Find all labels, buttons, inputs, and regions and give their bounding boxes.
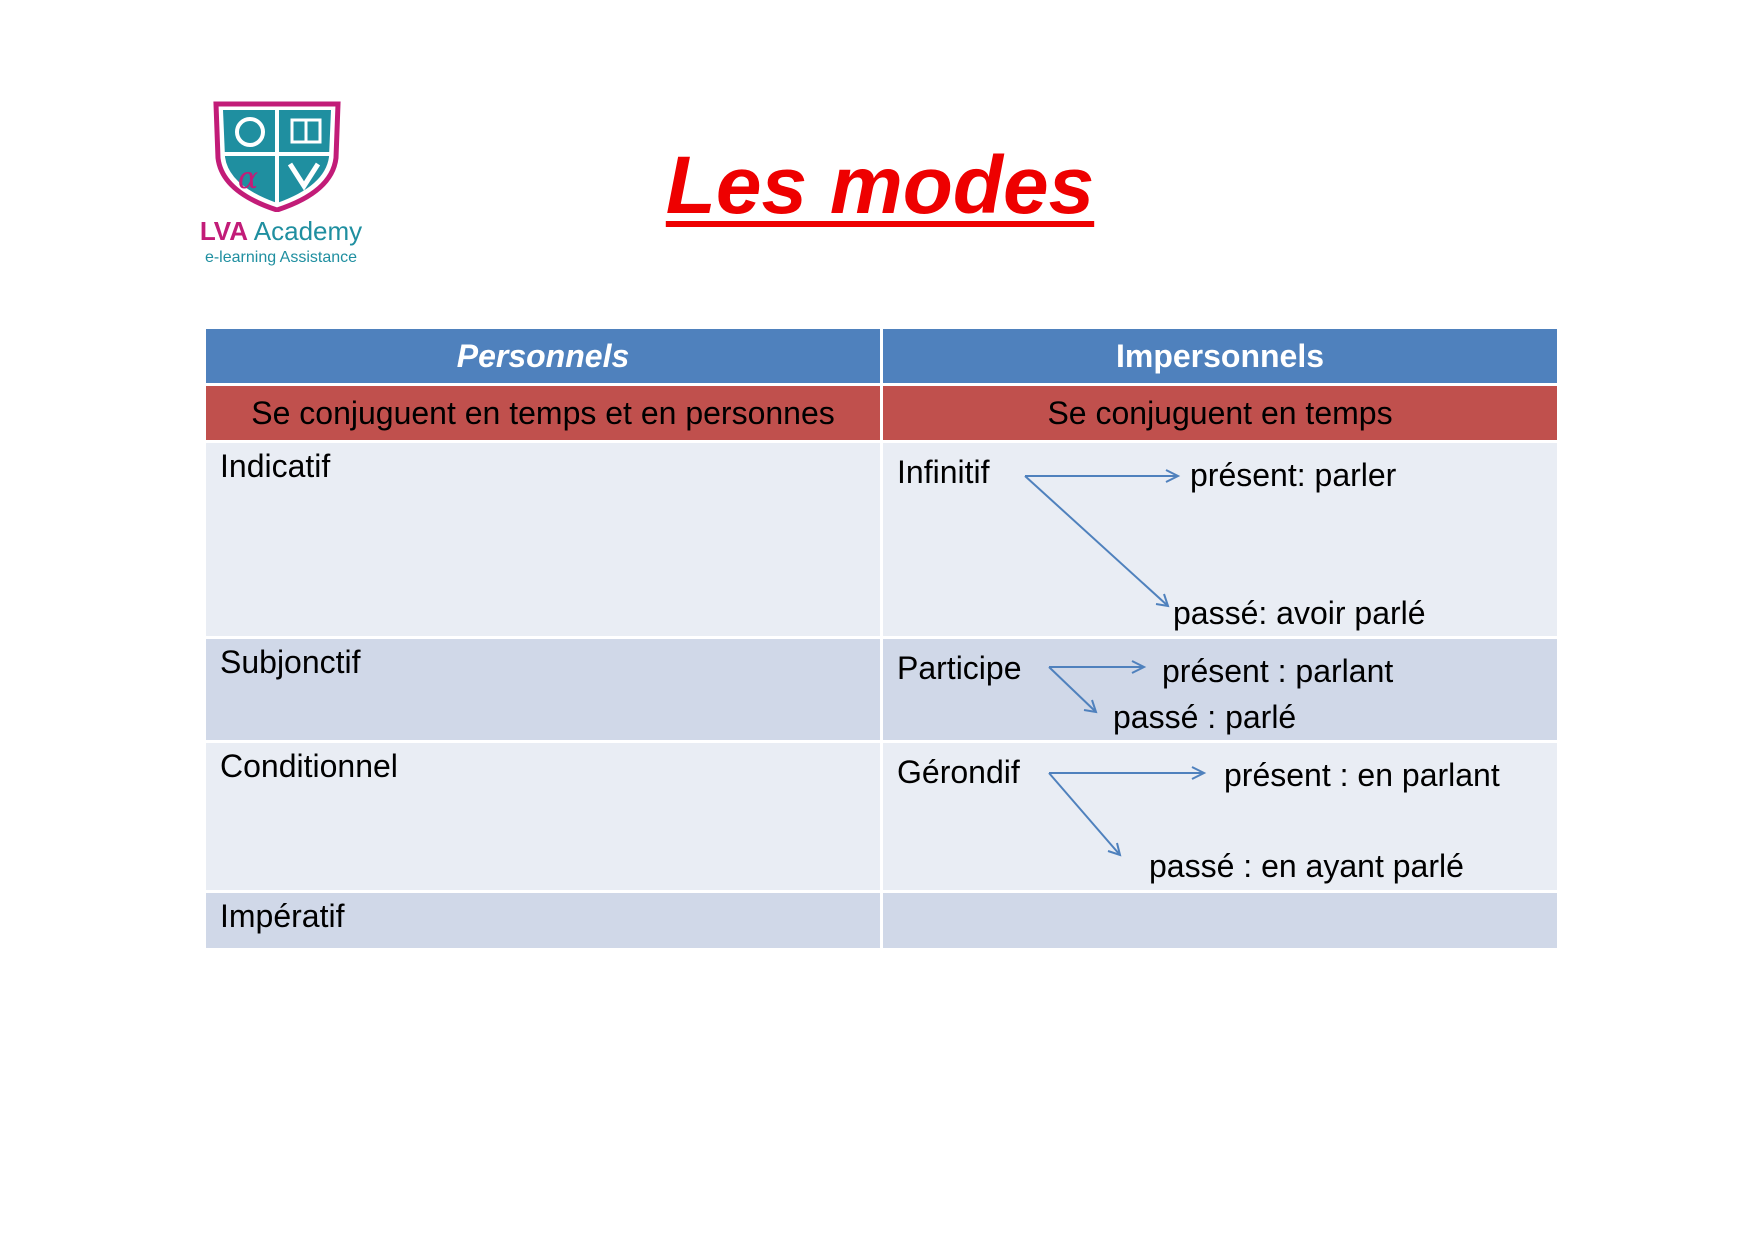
infinitif-passe: passé: avoir parlé [1173,595,1426,631]
lva-academy-logo [186,100,376,270]
participe-present: présent : parlant [1162,653,1394,689]
mode-infinitif-cell [882,442,1559,638]
mode-conditionnel: Conditionnel [205,742,882,892]
gerondif-passe: passé : en ayant parlé [1149,848,1464,884]
logo-name-academy: Academy [253,216,363,246]
shield-logo-icon [212,100,342,212]
mode-participe: Participe [897,650,1022,686]
header-row [205,328,1559,385]
mode-indicatif: Indicatif [205,442,882,638]
mode-participe-cell [882,638,1559,742]
table-row [205,442,1559,638]
subheader-row [205,385,1559,442]
table-row [205,742,1559,892]
table-row [205,638,1559,742]
gerondif-present: présent : en parlant [1224,757,1500,793]
empty-cell [882,892,1559,950]
infinitif-present: présent: parler [1190,457,1397,493]
svg-text:α: α [237,161,259,196]
mode-gerondif-cell [882,742,1559,892]
page-title: Les modes [665,140,1095,231]
table-row [205,892,1559,950]
header-impersonnels: Impersonnels [882,328,1559,385]
mode-imperatif: Impératif [205,892,882,950]
modes-table [203,326,1560,951]
logo-tagline: e-learning Assistance [204,249,358,266]
subheader-personnels: Se conjuguent en temps et en personnes [205,385,882,442]
logo-name-lva: LVA [199,216,248,246]
subheader-impersonnels: Se conjuguent en temps [882,385,1559,442]
logo-wordmark [186,216,376,247]
mode-subjonctif: Subjonctif [205,638,882,742]
mode-infinitif: Infinitif [897,454,990,490]
header-personnels: Personnels [205,328,882,385]
participe-passe: passé : parlé [1113,699,1297,735]
mode-gerondif: Gérondif [897,754,1020,790]
